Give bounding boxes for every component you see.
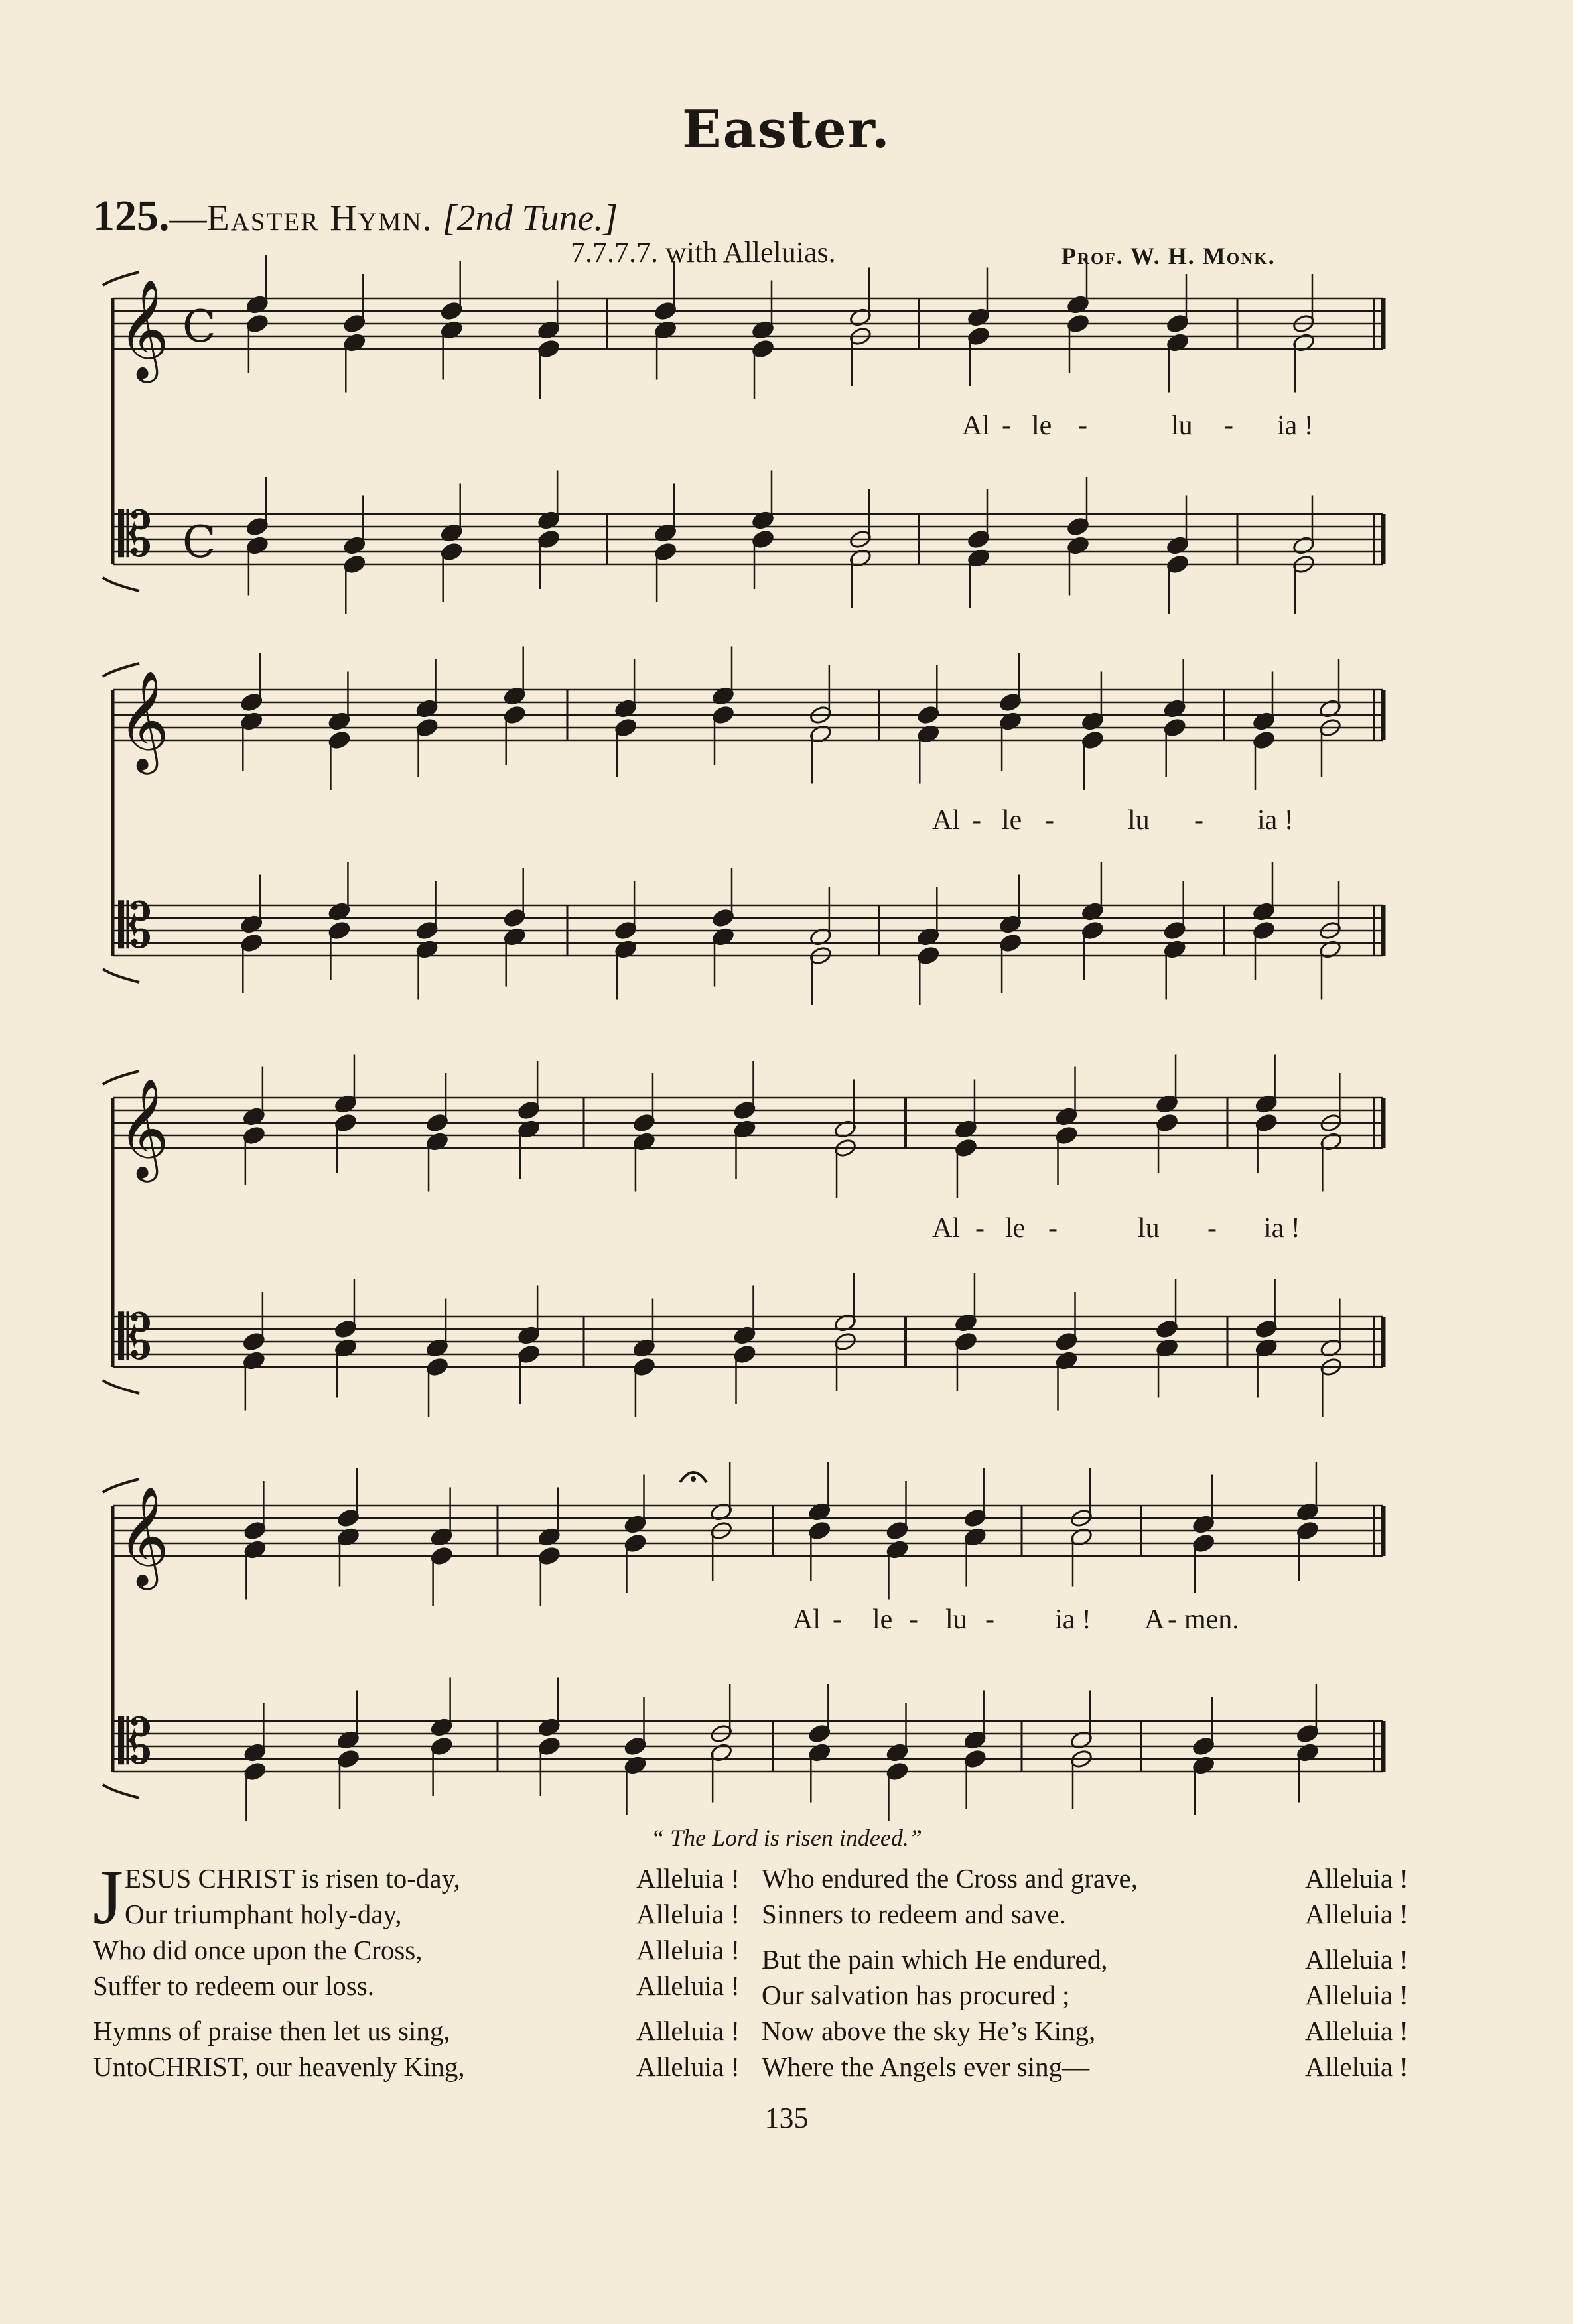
verse-text: Sinners to redeem and save. (762, 1899, 1066, 1929)
verse-refrain: Alleluia ! (636, 1899, 740, 1929)
time-signature: C (182, 301, 216, 352)
c-clef: 𝄡 (118, 499, 153, 570)
meter: 7.7.7.7. with Alleluias. (571, 236, 836, 269)
system-bracket-bottom (103, 578, 139, 591)
lyric-syllable: - (985, 1604, 994, 1635)
lyric-syllable: Al (932, 805, 960, 836)
lyric-syllable: ia ! (1055, 1604, 1091, 1635)
verse-line (93, 2013, 740, 2049)
verse-text: Suffer to redeem our loss. (93, 1970, 374, 2001)
tune-label: [2nd Tune.] (442, 198, 618, 239)
verse-line (93, 1932, 740, 1968)
lyric-syllable: - (972, 805, 981, 836)
c-clef: 𝄡 (118, 1707, 153, 1777)
lyric-syllable: ia ! (1277, 411, 1314, 441)
verse-line (762, 1977, 1408, 2013)
lyric-syllable: ia ! (1264, 1213, 1300, 1244)
verse-text: Who endured the Cross and grave, (762, 1863, 1138, 1894)
verse-refrain: Alleluia ! (636, 1935, 740, 1965)
c-clef: 𝄡 (118, 891, 153, 962)
lyric-syllable: ia ! (1257, 805, 1294, 836)
lyric-syllable: - (833, 1604, 842, 1635)
composer: Prof. W. H. Monk. (1061, 243, 1276, 269)
running-head: Easter. (682, 99, 891, 160)
lyric-syllable: men. (1184, 1604, 1239, 1635)
lyric-syllable: le (1002, 805, 1022, 836)
verse-text: UntoCHRIST, our heavenly King, (93, 2051, 465, 2082)
hymn-title: Easter Hymn. (206, 198, 433, 239)
verse-refrain: Alleluia ! (636, 1970, 740, 2001)
verse-line (93, 2049, 740, 2085)
lyric-syllable: A (1144, 1604, 1165, 1635)
verse-refrain: Alleluia ! (636, 2051, 740, 2082)
treble-clef: 𝄞 (118, 278, 169, 379)
verse-refrain: Alleluia ! (636, 1863, 740, 1894)
verse-line (93, 1860, 740, 1896)
lyric-syllable: - (975, 1213, 985, 1244)
c-clef: 𝄡 (118, 1302, 153, 1373)
fermata-dot (691, 1476, 696, 1482)
verse-text: Our triumphant holy-day, (125, 1899, 402, 1929)
lyric-syllable: lu (1128, 805, 1150, 836)
lyric-syllable: le (1032, 411, 1052, 441)
lyric-syllable: - (1002, 411, 1011, 441)
verse-line (762, 1860, 1408, 1896)
lyric-syllable: lu (1171, 411, 1193, 441)
treble-clef: 𝄞 (118, 669, 169, 770)
lyric-syllable: - (909, 1604, 918, 1635)
lyric-syllable: - (1194, 805, 1203, 836)
system-bracket-bottom (103, 969, 139, 982)
verse-text: Who did once upon the Cross, (93, 1935, 423, 1965)
system-bracket-bottom (103, 1785, 139, 1798)
hymn-number: 125. (93, 192, 170, 240)
lyric-syllable: - (1168, 1604, 1177, 1635)
verse-text: Where the Angels ever sing— (762, 2051, 1090, 2082)
verse-refrain: Alleluia ! (636, 2016, 740, 2046)
verse-line (93, 1896, 740, 1932)
verse-line (93, 1968, 740, 2004)
page-number: 135 (764, 2102, 809, 2134)
verse-refrain: Alleluia ! (1305, 1980, 1408, 2010)
heading-dash: — (169, 198, 207, 239)
caption: “ The Lord is risen indeed.” (651, 1825, 922, 1851)
verse-text: But the pain which He endured, (762, 1944, 1108, 1974)
drop-cap: J (93, 1854, 123, 1941)
verse-text: ESUS CHRIST is risen to-day, (125, 1863, 460, 1894)
time-signature: C (182, 517, 216, 568)
verse-refrain: Alleluia ! (1305, 1863, 1408, 1894)
lyric-syllable: - (1078, 411, 1087, 441)
lyric-syllable: Al (962, 411, 990, 441)
verse-line (762, 1896, 1408, 1932)
lyric-syllable: - (1048, 1213, 1058, 1244)
lyric-syllable: lu (1138, 1213, 1160, 1244)
verse-text: Hymns of praise then let us sing, (93, 2016, 450, 2046)
lyric-syllable: Al (793, 1604, 821, 1635)
lyric-syllable: lu (945, 1604, 967, 1635)
verse-text: Now above the sky He’s King, (762, 2016, 1096, 2046)
verse-line (762, 1941, 1408, 1977)
lyric-syllable: le (872, 1604, 893, 1635)
verse-line (762, 2013, 1408, 2049)
verse-refrain: Alleluia ! (1305, 1899, 1408, 1929)
verse-refrain: Alleluia ! (1305, 2016, 1408, 2046)
verse-refrain: Alleluia ! (1305, 1944, 1408, 1974)
lyric-syllable: - (1224, 411, 1233, 441)
treble-clef: 𝄞 (118, 1485, 169, 1586)
lyric-syllable: - (1207, 1213, 1217, 1244)
lyric-syllable: le (1005, 1213, 1026, 1244)
verse-refrain: Alleluia ! (1305, 2051, 1408, 2082)
lyric-syllable: - (1045, 805, 1054, 836)
system-bracket-bottom (103, 1380, 139, 1393)
lyric-syllable: Al (932, 1213, 960, 1244)
treble-clef: 𝄞 (118, 1077, 169, 1178)
verses-right-column (762, 1860, 1408, 2085)
verse-line (762, 2049, 1408, 2085)
verse-text: Our salvation has procured ; (762, 1980, 1070, 2010)
verses-left-column (93, 1854, 740, 2085)
